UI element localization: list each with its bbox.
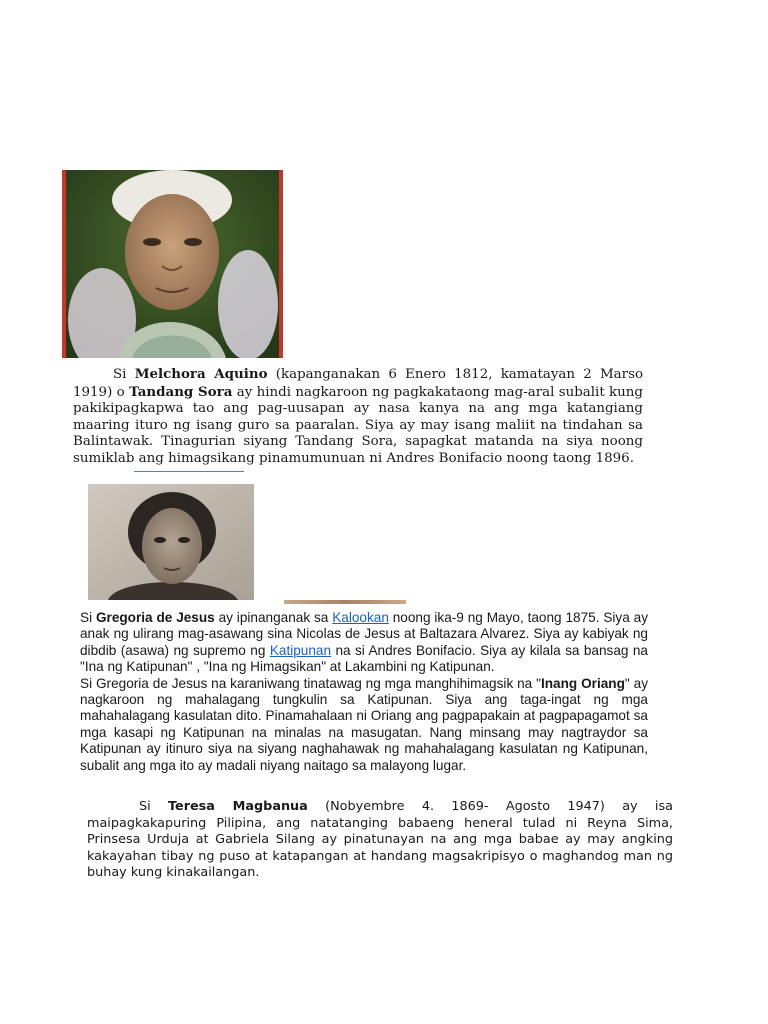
katipunan-link[interactable]: Katipunan [269,642,332,658]
cropped-image-fragment [284,600,406,604]
teresa-name: Teresa Magbanua [167,799,308,814]
kalookan-link[interactable]: Kalookan [332,610,389,625]
gregoria-name: Gregoria de Jesus [95,610,215,625]
inang-oriang-name: Inang Oriang [540,675,625,691]
gregoria-de-jesus-paragraph: Si Gregoria de Jesus ay ipinanganak sa Kalookan noong ika-9 ng Mayo, taong 1875. Siya ay anak ng ulirang mag-asawang sina Nicolas de Jesus at Baltazara Alvarez. Siya ay kabiyak ng dibdib (asawa) ng supremo ng Katipunan na si Andres Bonifacio. Siya ay kilala sa bansag na "Ina ng Katipunan" , "Ina ng Himagsikan" at Lakambini ng Katipunan. Si Gregoria de Jesus na karaniwang tinatawag ng mga manghihimagsik na "Inang Oriang" ay nagkaroon ng mahalagang tungkulin sa Katipunan. Siya ang taga-ingat ng mga mahahalagang kasulatan dito. Pinamahalaan ni Oriang ang pagpapakain at pagpapagamot sa mga kasapi ng Katipunan na minalas na masugatan. Nang minsang may nagtraydor sa Katipunan ay itinuro siya na siyang naghahawak ng mahahalagang kasulatan ng Katipunan, subalit ang mga ito ay madali niyang naitago sa malayong lugar. [80,610,648,773]
cropped-text-fragment [62,458,262,474]
gregoria-de-jesus-portrait [88,484,254,600]
melchora-name: Melchora Aquino [134,366,268,382]
melchora-aquino-portrait [62,170,283,358]
teresa-magbanua-paragraph: Si Teresa Magbanua (Nobyembre 4. 1869- Agosto 1947) ay isa maipagkakapuring Pilipina, ang natatanging babaeng heneral tulad ni Reyna Sima, Prinsesa Urduja at Gabriela Silang ay pinatunayan na ang mga babae ay may angking kakayahan tibay ng puso at katapangan at handang magsakripisyo o maghandog man ng buhay kung kinakailangan. [87,799,673,881]
tandang-sora-name: Tandang Sora [129,383,233,400]
melchora-aquino-paragraph: Si Melchora Aquino (kapanganakan 6 Enero 1812, kamatayan 2 Marso 1919) o Tandang Sora ay hindi nagkaroon ng pagkakataong mag-aral subalit kung pakikipagkapwa tao ang pag-uusapan ay nasa kanya na ang mga katangiang maaring ituro ng isang guro sa paaralan. Siya ay may isang maliit na tindahan sa Balintawak. Tinagurian siyang Tandang Sora, sapagkat matanda na siya noong sumiklab ang himagsikang pinamumunuan ni Andres Bonifacio noong taong 1896. [73,366,644,466]
